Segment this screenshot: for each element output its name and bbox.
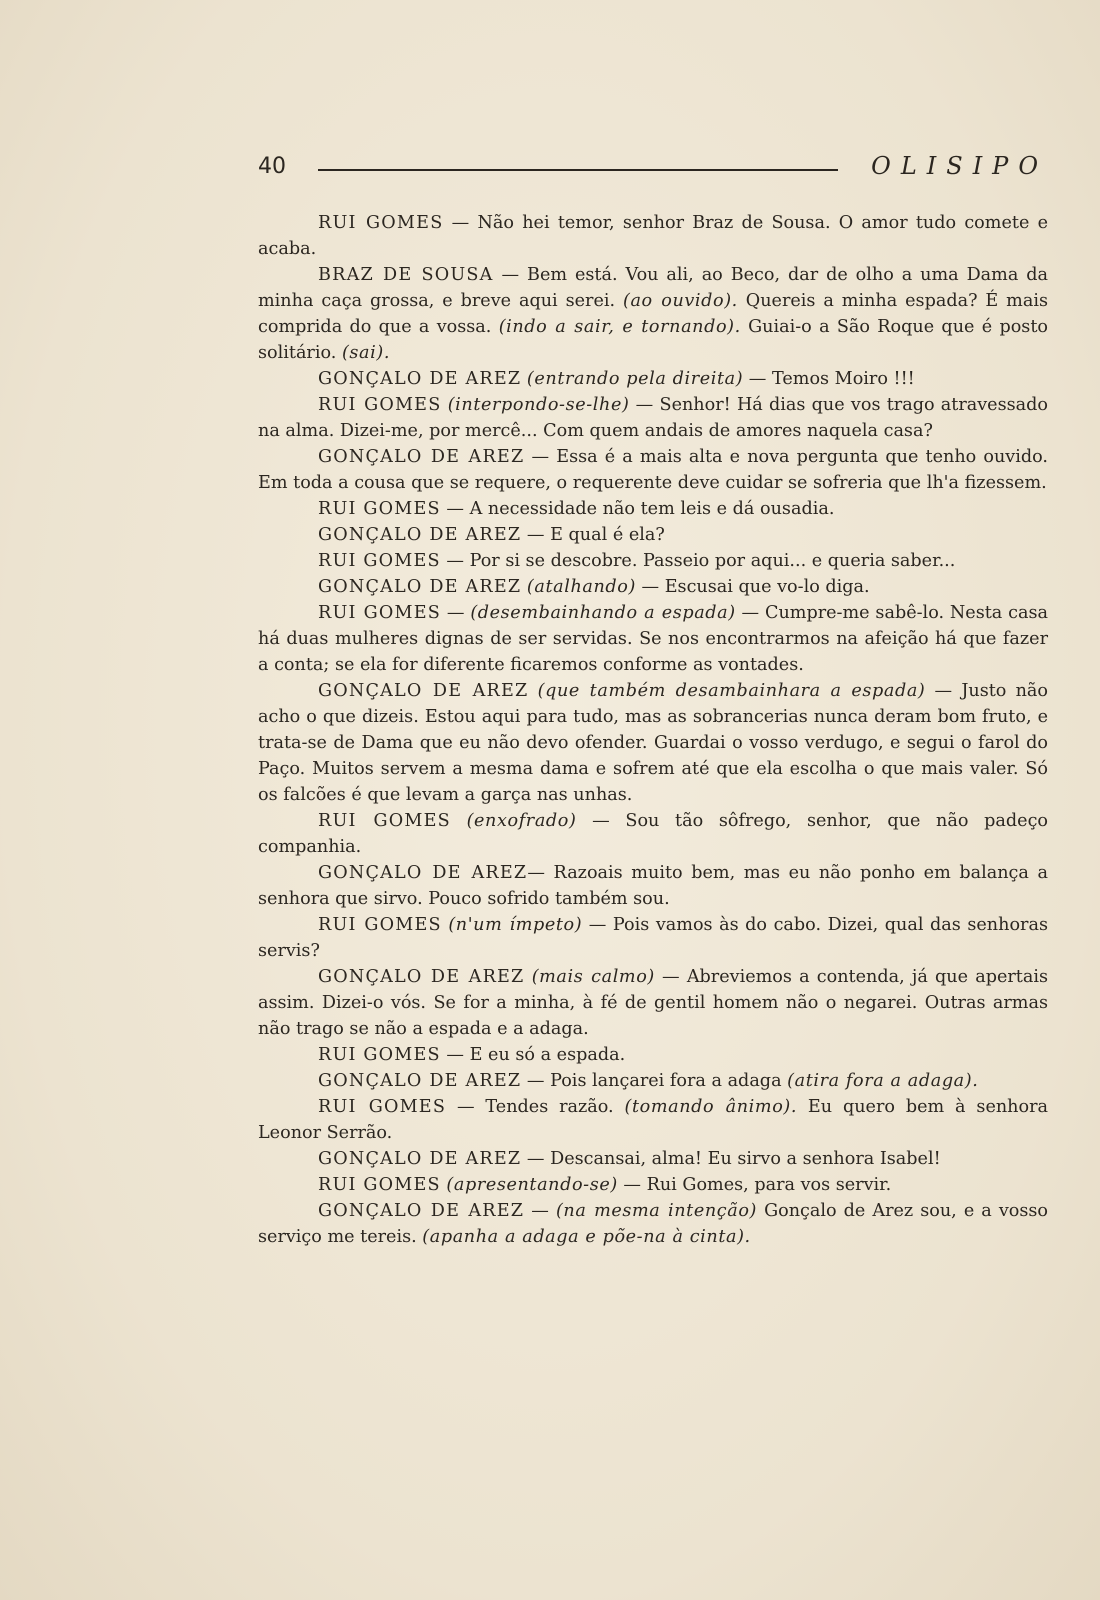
speaker-name: RUI GOMES [318,915,442,935]
spoken-line: Gonçalo de Arez sou, e a vosso serviço me tereis. [258,1201,1049,1247]
dialogue-paragraph [258,912,1048,964]
dialogue-paragraph [258,548,1048,574]
speaker-name: BRAZ DE SOUSA [318,265,494,285]
dialogue-paragraph [258,808,1048,860]
dialogue-paragraph [258,366,1048,392]
dash-separator: — [521,1071,551,1091]
speaker-name: GONÇALO DE AREZ [318,369,522,389]
dialogue-paragraph [258,1094,1048,1146]
dash-separator: — [440,551,470,571]
spoken-line: E qual é ela? [550,525,665,545]
spoken-line: Escusai que vo-lo diga. [664,577,870,597]
stage-direction: (que também desambainhara a espada) [537,681,926,701]
dash-separator: — [527,863,554,883]
stage-direction: (atira fora a adaga). [787,1071,979,1091]
dialogue-paragraph [258,574,1048,600]
spoken-line: Temos Moiro !!! [772,369,915,389]
spoken-line: Rui Gomes, para vos servir. [646,1175,892,1195]
dialogue-paragraph [258,1068,1048,1094]
dash-separator: — [735,603,765,623]
spoken-line: Tendes razão. [485,1097,614,1117]
stage-direction: (n'um ímpeto) [448,915,583,935]
spoken-line: Justo não acho o que dizeis. Estou aqui para tudo, mas as sobrancerias nunca deram bom fruto, e trata-se de Dama que eu não devo ofender. Guardai o vosso verdugo, e segui o farol do Paço. Muitos servem a mesma dama e sofrem até que ela escolha o que mais valer. Só os falcões é que levam a garça nas unhas. [258,681,1048,805]
dialogue-paragraph [258,522,1048,548]
speaker-name: RUI GOMES [318,551,441,571]
stage-direction: (indo a sair, e tornando). [498,317,741,337]
dash-separator: — [524,1201,556,1221]
spoken-line: Senhor! Há dias que vos trago atravessado na alma. Dizei-me, por mercê... Com quem andais de amores naquela casa? [258,395,1048,441]
speaker-name: RUI GOMES [318,603,442,623]
spoken-line: Cumpre-me sabê-lo. Nesta casa há duas mulheres dignas de ser servidas. Se nos encontrarmos na afeição há que fazer a conta; se ela for diferente ficaremos conforme as vontades. [258,603,1048,675]
dialogue-paragraph [258,1042,1048,1068]
dialogue-paragraph [258,1172,1048,1198]
dash-separator: — [441,603,471,623]
speaker-name: RUI GOMES [318,213,444,233]
spoken-line: Sou tão sôfrego, senhor, que não padeço companhia. [258,811,1049,857]
speaker-name: GONÇALO DE AREZ [318,1201,525,1221]
dash-separator: — [524,447,557,467]
dash-separator: — [493,265,528,285]
dash-separator [757,1201,764,1221]
spoken-line: Abreviemos a contenda, já que apertais assim. Dizei-o vós. Se for a minha, à fé de gentil homem não o negarei. Outras armas não trago se não a espada e a adaga. [258,967,1049,1039]
dash-separator: — [521,525,551,545]
speaker-name: GONÇALO DE AREZ [318,577,522,597]
dash-separator: — [654,967,687,987]
dialogue-paragraph [258,1198,1048,1250]
spoken-line: Essa é a mais alta e nova pergunta que tenho ouvido. Em toda a cousa que se requere, o requerente deve cuidar se sofreria que lh'a fizessem. [258,447,1048,493]
dash-separator: — [629,395,660,415]
dash-separator: — [743,369,772,389]
dash-separator: — [925,681,962,701]
spoken-line: Bem está. Vou ali, ao Beco, dar de olho a uma Dama da minha caça grossa, e breve aqui serei. [258,265,1049,311]
dialogue-paragraph [258,964,1048,1042]
speaker-name: RUI GOMES [318,1097,447,1117]
speaker-name: GONÇALO DE AREZ [318,1071,522,1091]
dialogue-paragraph [258,496,1048,522]
spoken-line: Não hei temor, senhor Braz de Sousa. O amor tudo comete e acaba. [258,213,1048,259]
dialogue-paragraph [258,262,1048,366]
stage-direction: (tomando ânimo). [624,1097,798,1117]
spoken-line: Descansai, alma! Eu sirvo a senhora Isabel! [550,1149,941,1169]
spoken-line: E eu só a espada. [469,1045,626,1065]
dialogue-paragraph [258,1146,1048,1172]
page-number: 40 [258,154,286,179]
dash-separator: — [446,1097,486,1117]
stage-direction: (desembainhando a espada) [470,603,736,623]
dialogue-paragraph [258,678,1048,808]
spoken-line: Pois lançarei fora a adaga [550,1071,782,1091]
dash-separator: — [576,811,626,831]
dialogue-paragraph [258,392,1048,444]
spoken-line: Guiai-o a São Roque que é posto solitário. [258,317,1048,363]
spoken-line: A necessidade não tem leis e dá ousadia. [469,499,835,519]
stage-direction: (mais calmo) [531,967,655,987]
stage-direction: (entrando pela direita) [526,369,744,389]
stage-direction: (interpondo-se-lhe) [447,395,630,415]
stage-direction: (na mesma intenção) [555,1201,757,1221]
dash-separator: — [617,1175,647,1195]
dialogue-paragraph [258,860,1048,912]
dash-separator: — [440,1045,470,1065]
spoken-line: Pois vamos às do cabo. Dizei, qual das senhoras servis? [258,915,1048,961]
speaker-name: RUI GOMES [318,499,441,519]
speaker-name: GONÇALO DE AREZ [318,1149,522,1169]
stage-direction: (apanha a adaga e põe-na à cinta). [422,1227,751,1247]
stage-direction: (apresentando-se) [446,1175,618,1195]
dash-separator: — [521,1149,551,1169]
dialogue-text [258,210,1048,1250]
dialogue-paragraph [258,600,1048,678]
speaker-name: GONÇALO DE AREZ [318,447,525,467]
speaker-name: GONÇALO DE AREZ [318,863,528,883]
speaker-name: GONÇALO DE AREZ [318,967,525,987]
speaker-name: GONÇALO DE AREZ [318,525,522,545]
stage-direction: (sai). [341,343,391,363]
header-rule [318,169,838,172]
spoken-line: Razoais muito bem, mas eu não ponho em balança a senhora que sirvo. Pouco sofrido também sou. [258,863,1049,909]
speaker-name: GONÇALO DE AREZ [318,681,529,701]
journal-title: OLISIPO [871,152,1048,180]
speaker-name: RUI GOMES [318,395,442,415]
dash-separator: — [443,213,478,233]
stage-direction: (enxofrado) [466,811,577,831]
dash-separator: — [440,499,470,519]
dash-separator: — [635,577,665,597]
spoken-line: Por si se descobre. Passeio por aqui... e queria saber... [469,551,956,571]
speaker-name: RUI GOMES [318,1175,441,1195]
dash-separator: — [582,915,613,935]
spoken-line: Quereis a minha espada? É mais comprida do que a vossa. [258,291,1049,337]
spoken-line: Eu quero bem à senhora Leonor Serrão. [258,1097,1049,1143]
dialogue-paragraph [258,444,1048,496]
dialogue-paragraph [258,210,1048,262]
stage-direction: (atalhando) [526,577,636,597]
speaker-name: RUI GOMES [318,1045,441,1065]
page-header [258,150,1048,190]
stage-direction: (ao ouvido). [623,291,738,311]
speaker-name: RUI GOMES [318,811,451,831]
